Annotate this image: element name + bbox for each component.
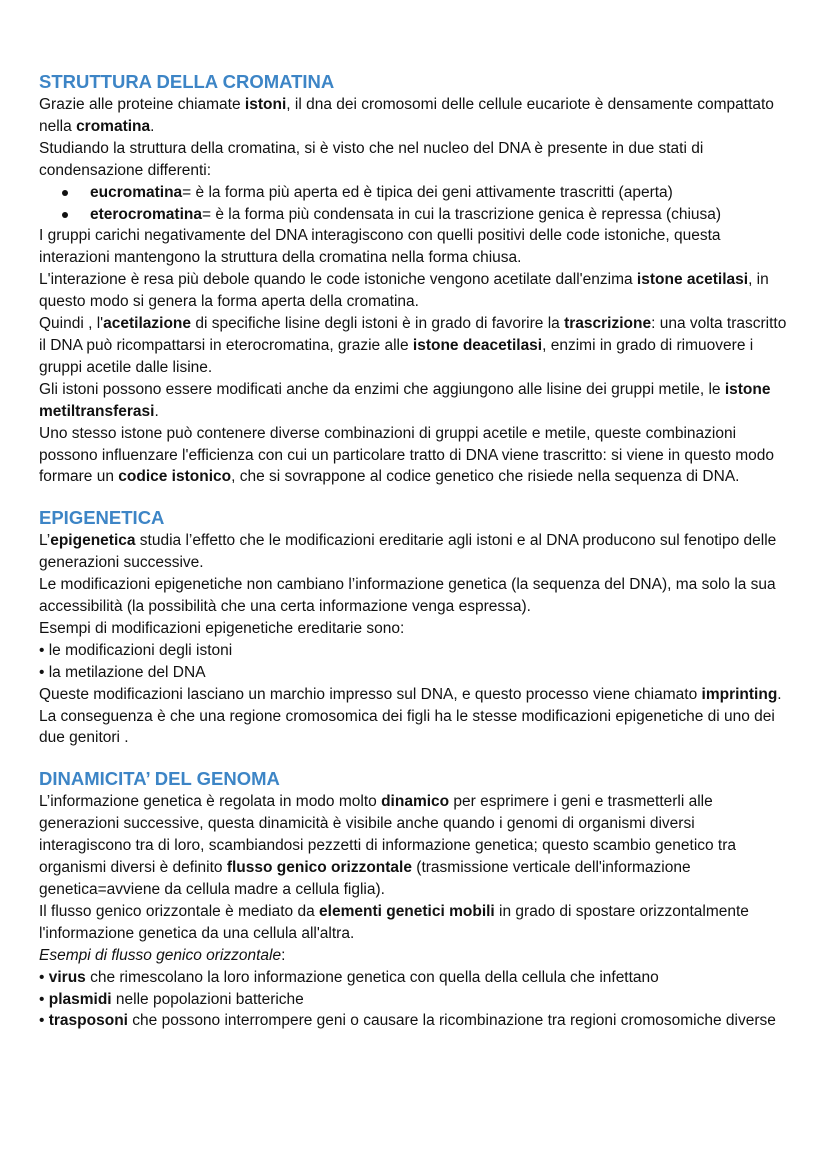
text-span: Gli istoni possono essere modificati anche da enzimi che aggiungono alle lisine dei gruppi metile, le [39, 380, 725, 398]
list-item: • la metilazione del DNA [39, 663, 206, 681]
paragraph [39, 684, 788, 706]
section-title: STRUTTURA DELLA CROMATINA [39, 71, 335, 92]
text-span: per esprimere i geni e trasmetterli alle generazioni successive, questa dinamicità è visibile anche quando i genomi di organismi diversi interagiscono tra di loro, scambiandosi pezzetti di informazione genetica; questo scambio genetico tra organismi diversi è definito [39, 793, 737, 877]
text-span: : una volta trascritto il DNA può ricompattarsi in eterocromatina, grazie alle [39, 315, 787, 354]
text-span: . [777, 685, 782, 703]
paragraph [39, 94, 788, 138]
text-span: . [154, 402, 159, 420]
bold-term: cromatina [76, 117, 151, 135]
bold-term: trascrizione [564, 315, 652, 333]
section-dinamicita-genoma [39, 767, 788, 1032]
section-title: EPIGENETICA [39, 507, 165, 529]
list-item [39, 989, 788, 1011]
list-item [39, 1010, 788, 1032]
text-span: , enzimi in grado di rimuovere i gruppi acetile dalle lisine. [39, 336, 754, 376]
text-span: Uno stesso istone può contenere diverse combinazioni di gruppi acetile e metile, queste combinazioni possono influenzare l'efficienza con cui un particolare tratto di DNA viene trascritto: si viene in questo modo formare un [39, 424, 775, 486]
italic-text: Esempi di flusso genico orizzontale [39, 946, 282, 964]
bold-term: istoni [244, 96, 287, 113]
text-span: L'interazione è resa più debole quando le code istoniche vengono acetilate dall'enzima [39, 271, 637, 289]
bold-term: epigenetica [50, 532, 136, 550]
text-span: , che si sovrappone al codice genetico che risiede nella sequenza di DNA. [231, 468, 740, 486]
bold-term: flusso genico orizzontale [226, 859, 412, 877]
bold-term: eucromatina [90, 183, 183, 201]
bold-term: eterocromatina [90, 205, 202, 223]
text-span: che possono interrompere geni o causare la ricombinazione tra regioni cromosomiche diverse [127, 1012, 776, 1030]
text-span: L’informazione genetica è regolata in modo molto [39, 793, 382, 811]
bullet-list [39, 182, 788, 226]
paragraph [39, 269, 788, 313]
bullet-list [39, 640, 788, 684]
paragraph: Studiando la struttura della cromatina, si è visto che nel nucleo del DNA è presente in due stati di condensazione differenti: [39, 139, 704, 179]
text-span: studia l’effetto che le modificazioni ereditarie agli istoni e al DNA producono sul fenotipo delle generazioni successive. [39, 532, 777, 572]
bullet-mark: • [39, 990, 49, 1008]
section-title: DINAMICITA’ DEL GENOMA [39, 768, 280, 790]
bullet-mark: • [39, 968, 49, 986]
text-span: = è la forma più condensata in cui la trascrizione genica è repressa (chiusa) [201, 205, 722, 223]
text-span: di specifiche lisine degli istoni è in grado di favorire la [191, 315, 565, 333]
text-span: (trasmissione verticale dell'informazione genetica=avviene da cellula madre a cellula figlia). [39, 859, 691, 898]
bold-term: imprinting [701, 685, 778, 703]
bold-term: istone acetilasi [636, 271, 749, 289]
paragraph [39, 423, 788, 489]
paragraph [39, 791, 788, 901]
paragraph: I gruppi carichi negativamente del DNA interagiscono con quelli positivi delle code istoniche, questa interazioni mantengono la struttura della cromatina nella forma chiusa. [39, 227, 721, 267]
list-item: • le modificazioni degli istoni [39, 641, 233, 659]
section-epigenetica [39, 506, 788, 749]
bullet-list [39, 967, 788, 1033]
paragraph [39, 901, 788, 945]
bold-term: istone deacetilasi [412, 336, 543, 354]
text-span: = è la forma più aperta ed è tipica dei geni attivamente trascritti (aperta) [182, 183, 673, 201]
text-span: in grado di spostare orizzontalmente l'informazione genetica da una cellula all'altra. [39, 902, 749, 942]
bullet-mark: • [39, 1012, 49, 1030]
text-span: Quindi , l' [39, 315, 104, 333]
list-item [39, 967, 788, 989]
text-span: , il dna dei cromosomi delle cellule eucariote è densamente compattato nella [39, 96, 774, 135]
paragraph [39, 945, 788, 967]
list-item [39, 204, 788, 226]
paragraph: Esempi di modificazioni epigenetiche ereditarie sono: [39, 619, 405, 637]
paragraph: La conseguenza è che una regione cromosomica dei figli ha le stesse modificazioni epigenetiche di uno dei due genitori . [39, 707, 775, 747]
paragraph: Le modificazioni epigenetiche non cambiano l’informazione genetica (la sequenza del DNA), ma solo la sua accessibilità (la possibilità che una certa informazione venga espressa). [39, 576, 776, 616]
text-span: che rimescolano la loro informazione genetica con quella della cellula che infettano [85, 968, 659, 986]
text-span: L’ [39, 532, 51, 550]
text-span: nelle popolazioni batteriche [111, 990, 304, 1008]
paragraph [39, 530, 788, 574]
bold-term: istone metiltransferasi [39, 380, 771, 420]
paragraph [39, 379, 788, 423]
list-item [39, 182, 788, 204]
bold-term: acetilazione [103, 315, 192, 333]
text-span: , in questo modo si genera la forma aperta della cromatina. [39, 271, 769, 311]
bold-term: plasmidi [48, 990, 112, 1008]
text-span: : [281, 946, 286, 964]
bold-term: trasposoni [48, 1012, 128, 1030]
bold-term: elementi genetici mobili [319, 902, 495, 920]
text-span: Il flusso genico orizzontale è mediato da [39, 902, 320, 920]
text-span: . [150, 117, 155, 135]
bold-term: codice istonico [118, 468, 232, 486]
paragraph [39, 313, 788, 379]
text-span: Queste modificazioni lasciano un marchio impresso sul DNA, e questo processo viene chiamato [39, 685, 702, 703]
bold-term: dinamico [381, 793, 450, 811]
text-span: Grazie alle proteine chiamate [39, 96, 245, 113]
bold-term: virus [48, 968, 86, 986]
section-struttura-cromatina [39, 70, 788, 488]
